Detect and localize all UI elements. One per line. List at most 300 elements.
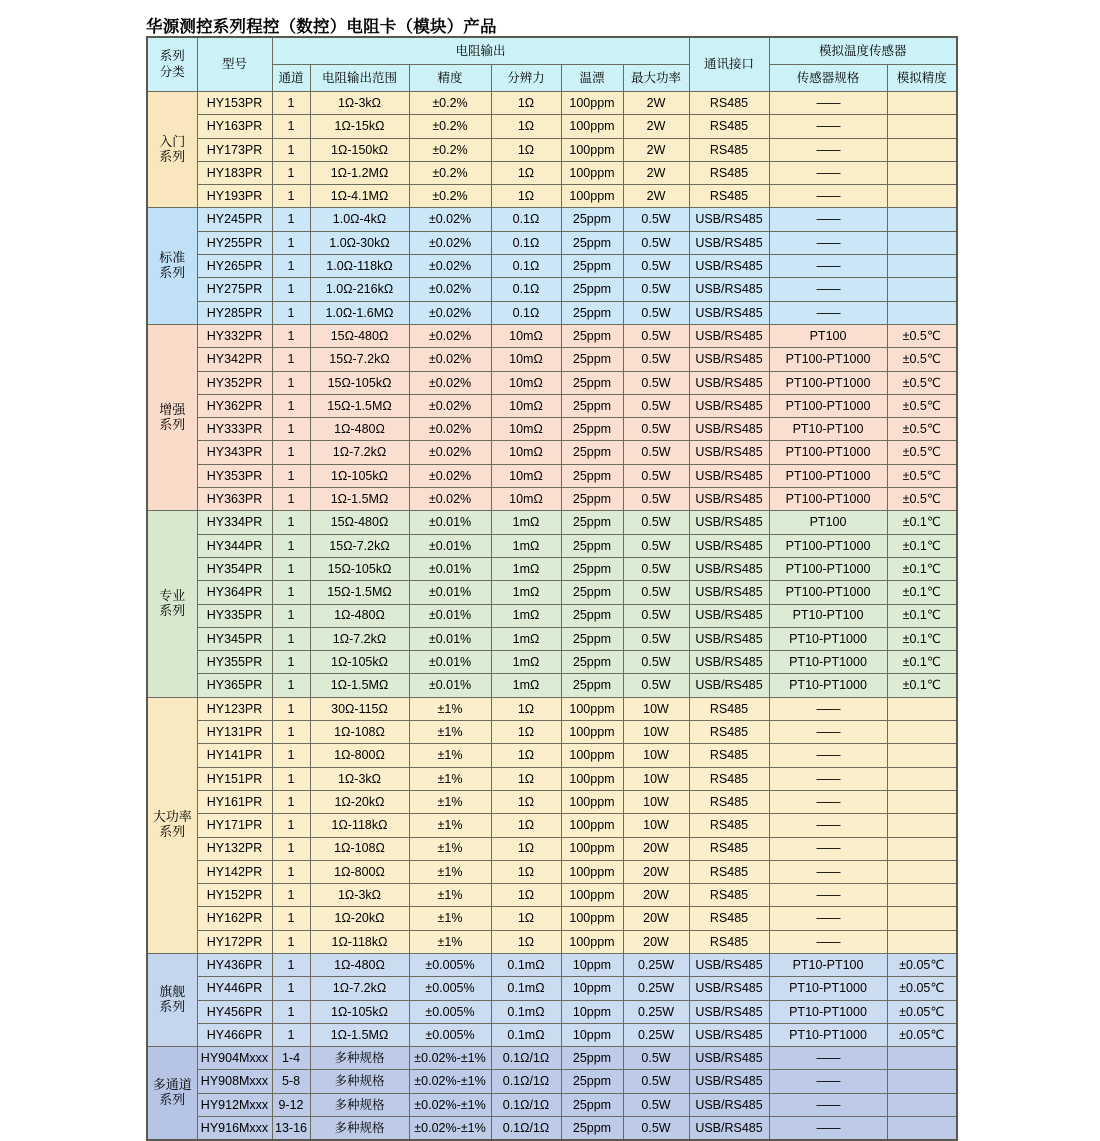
- cell-max-power: 0.5W: [623, 581, 689, 604]
- cell-model: HY365PR: [197, 674, 272, 697]
- cell-range: 1.0Ω-30kΩ: [310, 231, 409, 254]
- cell-accuracy: ±0.02%: [409, 348, 491, 371]
- cell-comm-interface: RS485: [689, 161, 769, 184]
- cell-temp-drift: 100ppm: [561, 930, 623, 953]
- cell-analog-accuracy: ±0.05℃: [887, 953, 957, 976]
- header-series-category: [147, 37, 197, 92]
- cell-resolution: 10mΩ: [491, 394, 561, 417]
- cell-accuracy: ±0.01%: [409, 674, 491, 697]
- cell-model: HY334PR: [197, 511, 272, 534]
- cell-accuracy: ±0.2%: [409, 138, 491, 161]
- cell-max-power: 0.5W: [623, 278, 689, 301]
- cell-resolution: 1mΩ: [491, 511, 561, 534]
- cell-analog-accuracy: ±0.1℃: [887, 627, 957, 650]
- cell-resolution: 10mΩ: [491, 348, 561, 371]
- table-row: [147, 884, 957, 907]
- cell-comm-interface: USB/RS485: [689, 278, 769, 301]
- page-title: 华源测控系列程控（数控）电阻卡（模块）产品: [146, 18, 497, 36]
- cell-sensor-spec: ——: [769, 907, 887, 930]
- cell-range: 15Ω-7.2kΩ: [310, 348, 409, 371]
- table-row: [147, 511, 957, 534]
- cell-channel: 1: [272, 115, 310, 138]
- cell-comm-interface: RS485: [689, 138, 769, 161]
- cell-model: HY912Mxxx: [197, 1093, 272, 1116]
- cell-accuracy: ±0.2%: [409, 185, 491, 208]
- cell-sensor-spec: ——: [769, 721, 887, 744]
- cell-model: HY916Mxxx: [197, 1117, 272, 1140]
- cell-sensor-spec: ——: [769, 930, 887, 953]
- cell-max-power: 10W: [623, 721, 689, 744]
- cell-model: HY193PR: [197, 185, 272, 208]
- cell-comm-interface: USB/RS485: [689, 1070, 769, 1093]
- cell-model: HY355PR: [197, 651, 272, 674]
- table-row: [147, 930, 957, 953]
- cell-comm-interface: USB/RS485: [689, 511, 769, 534]
- cell-resolution: 1Ω: [491, 721, 561, 744]
- cell-resolution: 1Ω: [491, 860, 561, 883]
- cell-accuracy: ±0.02%-±1%: [409, 1047, 491, 1070]
- cell-range: 多种规格: [310, 1070, 409, 1093]
- cell-max-power: 0.5W: [623, 674, 689, 697]
- cell-max-power: 0.25W: [623, 1000, 689, 1023]
- cell-comm-interface: RS485: [689, 860, 769, 883]
- cell-channel: 1: [272, 814, 310, 837]
- cell-channel: 1: [272, 907, 310, 930]
- cell-channel: 1: [272, 441, 310, 464]
- cell-analog-accuracy: ±0.5℃: [887, 348, 957, 371]
- cell-max-power: 0.5W: [623, 208, 689, 231]
- table-row: [147, 301, 957, 324]
- cell-comm-interface: USB/RS485: [689, 534, 769, 557]
- cell-sensor-spec: PT10-PT1000: [769, 627, 887, 650]
- cell-accuracy: ±0.02%-±1%: [409, 1093, 491, 1116]
- cell-temp-drift: 10ppm: [561, 953, 623, 976]
- table-row: [147, 697, 957, 720]
- cell-max-power: 20W: [623, 907, 689, 930]
- cell-channel: 1: [272, 860, 310, 883]
- cell-range: 1Ω-3kΩ: [310, 92, 409, 115]
- cell-model: HY344PR: [197, 534, 272, 557]
- cell-temp-drift: 100ppm: [561, 907, 623, 930]
- cell-max-power: 0.5W: [623, 557, 689, 580]
- cell-comm-interface: RS485: [689, 907, 769, 930]
- cell-resolution: 0.1Ω/1Ω: [491, 1047, 561, 1070]
- cell-model: HY131PR: [197, 721, 272, 744]
- cell-comm-interface: USB/RS485: [689, 627, 769, 650]
- cell-accuracy: ±0.005%: [409, 977, 491, 1000]
- cell-temp-drift: 100ppm: [561, 790, 623, 813]
- header-channel: 通道: [272, 65, 310, 92]
- group-label-line2: 系列: [159, 265, 186, 281]
- cell-range: 1Ω-480Ω: [310, 418, 409, 441]
- cell-max-power: 0.5W: [623, 348, 689, 371]
- table-row: [147, 488, 957, 511]
- table-row: [147, 814, 957, 837]
- cell-comm-interface: USB/RS485: [689, 651, 769, 674]
- cell-analog-accuracy: ±0.05℃: [887, 1000, 957, 1023]
- group-label-line1: 多通道: [152, 1077, 192, 1093]
- cell-model: HY353PR: [197, 464, 272, 487]
- group-label-line2: 系列: [159, 1092, 186, 1108]
- cell-model: HY363PR: [197, 488, 272, 511]
- cell-accuracy: ±0.005%: [409, 1000, 491, 1023]
- cell-resolution: 0.1mΩ: [491, 1023, 561, 1046]
- cell-channel: 1: [272, 651, 310, 674]
- cell-resolution: 0.1Ω/1Ω: [491, 1117, 561, 1140]
- cell-temp-drift: 100ppm: [561, 814, 623, 837]
- cell-comm-interface: USB/RS485: [689, 418, 769, 441]
- group-label-6: [147, 1047, 197, 1140]
- cell-model: HY354PR: [197, 557, 272, 580]
- cell-resolution: 1Ω: [491, 837, 561, 860]
- cell-accuracy: ±0.02%: [409, 441, 491, 464]
- cell-channel: 1: [272, 627, 310, 650]
- cell-model: HY364PR: [197, 581, 272, 604]
- cell-analog-accuracy: ±0.1℃: [887, 581, 957, 604]
- cell-accuracy: ±0.005%: [409, 953, 491, 976]
- group-label-4: [147, 697, 197, 953]
- cell-temp-drift: 25ppm: [561, 534, 623, 557]
- cell-resolution: 1Ω: [491, 814, 561, 837]
- header-resistance-output-group: 电阻输出: [272, 37, 689, 65]
- cell-sensor-spec: ——: [769, 814, 887, 837]
- cell-temp-drift: 100ppm: [561, 115, 623, 138]
- cell-max-power: 20W: [623, 837, 689, 860]
- cell-accuracy: ±0.02%: [409, 278, 491, 301]
- group-label-line2: 系列: [159, 416, 186, 432]
- cell-sensor-spec: ——: [769, 1117, 887, 1140]
- cell-temp-drift: 25ppm: [561, 418, 623, 441]
- cell-range: 1Ω-3kΩ: [310, 884, 409, 907]
- cell-range: 15Ω-1.5MΩ: [310, 394, 409, 417]
- cell-accuracy: ±0.02%-±1%: [409, 1070, 491, 1093]
- group-label-5: [147, 953, 197, 1046]
- cell-channel: 1: [272, 721, 310, 744]
- cell-resolution: 1Ω: [491, 185, 561, 208]
- cell-channel: 1: [272, 208, 310, 231]
- cell-max-power: 0.5W: [623, 1070, 689, 1093]
- cell-sensor-spec: PT100-PT1000: [769, 581, 887, 604]
- cell-analog-accuracy: [887, 1093, 957, 1116]
- cell-model: HY908Mxxx: [197, 1070, 272, 1093]
- cell-analog-accuracy: [887, 255, 957, 278]
- cell-max-power: 2W: [623, 161, 689, 184]
- cell-max-power: 20W: [623, 860, 689, 883]
- table-row: [147, 278, 957, 301]
- cell-comm-interface: USB/RS485: [689, 674, 769, 697]
- cell-temp-drift: 25ppm: [561, 231, 623, 254]
- table-row: [147, 977, 957, 1000]
- cell-sensor-spec: ——: [769, 1047, 887, 1070]
- table-row: [147, 138, 957, 161]
- cell-temp-drift: 25ppm: [561, 651, 623, 674]
- cell-comm-interface: RS485: [689, 185, 769, 208]
- cell-channel: 1: [272, 884, 310, 907]
- cell-accuracy: ±0.01%: [409, 557, 491, 580]
- cell-channel: 1: [272, 301, 310, 324]
- group-label-line1: 专业: [159, 588, 186, 604]
- cell-max-power: 0.5W: [623, 1093, 689, 1116]
- cell-max-power: 0.5W: [623, 301, 689, 324]
- cell-model: HY152PR: [197, 884, 272, 907]
- cell-channel: 1: [272, 231, 310, 254]
- cell-channel: 1: [272, 138, 310, 161]
- table-row: [147, 1070, 957, 1093]
- cell-sensor-spec: PT100-PT1000: [769, 371, 887, 394]
- cell-range: 1Ω-108Ω: [310, 721, 409, 744]
- cell-max-power: 0.5W: [623, 371, 689, 394]
- cell-resolution: 1Ω: [491, 884, 561, 907]
- cell-model: HY446PR: [197, 977, 272, 1000]
- cell-comm-interface: RS485: [689, 884, 769, 907]
- cell-channel: 1: [272, 790, 310, 813]
- cell-comm-interface: USB/RS485: [689, 371, 769, 394]
- cell-channel: 1: [272, 534, 310, 557]
- cell-temp-drift: 25ppm: [561, 324, 623, 347]
- cell-sensor-spec: ——: [769, 301, 887, 324]
- cell-sensor-spec: PT100-PT1000: [769, 557, 887, 580]
- cell-analog-accuracy: [887, 1047, 957, 1070]
- cell-resolution: 0.1Ω: [491, 255, 561, 278]
- header-analog-accuracy: 模拟精度: [887, 65, 957, 92]
- cell-max-power: 10W: [623, 814, 689, 837]
- cell-range: 1Ω-105kΩ: [310, 651, 409, 674]
- cell-sensor-spec: ——: [769, 231, 887, 254]
- table-row: [147, 581, 957, 604]
- table-row: [147, 721, 957, 744]
- cell-temp-drift: 10ppm: [561, 977, 623, 1000]
- cell-range: 多种规格: [310, 1047, 409, 1070]
- cell-max-power: 0.5W: [623, 511, 689, 534]
- cell-sensor-spec: ——: [769, 744, 887, 767]
- header-temp-drift: 温漂: [561, 65, 623, 92]
- cell-temp-drift: 25ppm: [561, 278, 623, 301]
- cell-model: HY172PR: [197, 930, 272, 953]
- cell-sensor-spec: ——: [769, 860, 887, 883]
- cell-resolution: 1Ω: [491, 138, 561, 161]
- table-body: [147, 92, 957, 1140]
- cell-temp-drift: 100ppm: [561, 860, 623, 883]
- cell-range: 15Ω-480Ω: [310, 511, 409, 534]
- cell-max-power: 0.5W: [623, 464, 689, 487]
- cell-range: 1Ω-118kΩ: [310, 930, 409, 953]
- cell-sensor-spec: ——: [769, 115, 887, 138]
- cell-range: 1Ω-20kΩ: [310, 790, 409, 813]
- cell-analog-accuracy: [887, 92, 957, 115]
- cell-analog-accuracy: [887, 721, 957, 744]
- cell-model: HY456PR: [197, 1000, 272, 1023]
- cell-analog-accuracy: [887, 744, 957, 767]
- cell-analog-accuracy: [887, 1117, 957, 1140]
- cell-accuracy: ±0.02%: [409, 231, 491, 254]
- cell-accuracy: ±0.02%: [409, 208, 491, 231]
- cell-range: 1Ω-1.2MΩ: [310, 161, 409, 184]
- cell-model: HY343PR: [197, 441, 272, 464]
- cell-temp-drift: 25ppm: [561, 394, 623, 417]
- cell-temp-drift: 25ppm: [561, 1117, 623, 1140]
- cell-max-power: 0.5W: [623, 324, 689, 347]
- cell-sensor-spec: PT10-PT100: [769, 953, 887, 976]
- cell-comm-interface: RS485: [689, 115, 769, 138]
- group-label-0: [147, 92, 197, 208]
- header-range: 电阻输出范围: [310, 65, 409, 92]
- cell-range: 1Ω-105kΩ: [310, 1000, 409, 1023]
- cell-resolution: 1mΩ: [491, 604, 561, 627]
- cell-analog-accuracy: ±0.1℃: [887, 557, 957, 580]
- cell-sensor-spec: PT10-PT1000: [769, 674, 887, 697]
- cell-range: 1Ω-105kΩ: [310, 464, 409, 487]
- cell-comm-interface: RS485: [689, 767, 769, 790]
- cell-analog-accuracy: [887, 837, 957, 860]
- cell-resolution: 1Ω: [491, 767, 561, 790]
- cell-model: HY466PR: [197, 1023, 272, 1046]
- cell-comm-interface: RS485: [689, 697, 769, 720]
- cell-accuracy: ±1%: [409, 767, 491, 790]
- table-row: [147, 394, 957, 417]
- cell-comm-interface: RS485: [689, 837, 769, 860]
- cell-temp-drift: 25ppm: [561, 208, 623, 231]
- cell-model: HY132PR: [197, 837, 272, 860]
- table-row: [147, 907, 957, 930]
- cell-temp-drift: 25ppm: [561, 511, 623, 534]
- cell-resolution: 1Ω: [491, 697, 561, 720]
- cell-model: HY245PR: [197, 208, 272, 231]
- cell-sensor-spec: ——: [769, 161, 887, 184]
- table-row: [147, 627, 957, 650]
- table-row: [147, 953, 957, 976]
- table-row: [147, 208, 957, 231]
- cell-range: 15Ω-1.5MΩ: [310, 581, 409, 604]
- group-label-line1: 入门: [159, 133, 186, 149]
- cell-sensor-spec: PT10-PT1000: [769, 651, 887, 674]
- cell-resolution: 1Ω: [491, 161, 561, 184]
- cell-range: 15Ω-105kΩ: [310, 557, 409, 580]
- cell-range: 1Ω-108Ω: [310, 837, 409, 860]
- cell-sensor-spec: PT100-PT1000: [769, 348, 887, 371]
- cell-sensor-spec: PT10-PT100: [769, 604, 887, 627]
- cell-range: 30Ω-115Ω: [310, 697, 409, 720]
- cell-accuracy: ±0.005%: [409, 1023, 491, 1046]
- cell-sensor-spec: ——: [769, 767, 887, 790]
- cell-accuracy: ±0.2%: [409, 115, 491, 138]
- table-row: [147, 1093, 957, 1116]
- cell-model: HY362PR: [197, 394, 272, 417]
- cell-temp-drift: 25ppm: [561, 674, 623, 697]
- table-row: [147, 115, 957, 138]
- cell-max-power: 0.25W: [623, 977, 689, 1000]
- table-row: [147, 441, 957, 464]
- cell-model: HY436PR: [197, 953, 272, 976]
- cell-resolution: 0.1Ω/1Ω: [491, 1070, 561, 1093]
- cell-accuracy: ±0.02%: [409, 324, 491, 347]
- cell-max-power: 0.5W: [623, 394, 689, 417]
- cell-analog-accuracy: ±0.05℃: [887, 1023, 957, 1046]
- cell-range: 1Ω-20kΩ: [310, 907, 409, 930]
- cell-range: 1Ω-118kΩ: [310, 814, 409, 837]
- cell-model: HY265PR: [197, 255, 272, 278]
- table-row: [147, 161, 957, 184]
- cell-range: 1.0Ω-4kΩ: [310, 208, 409, 231]
- cell-max-power: 0.5W: [623, 488, 689, 511]
- header-series-category-line1: 系列: [159, 48, 185, 63]
- cell-comm-interface: RS485: [689, 814, 769, 837]
- cell-max-power: 0.5W: [623, 534, 689, 557]
- cell-max-power: 0.5W: [623, 651, 689, 674]
- cell-comm-interface: USB/RS485: [689, 324, 769, 347]
- cell-channel: 1: [272, 92, 310, 115]
- header-series-category-line2: 分类: [159, 64, 185, 79]
- cell-resolution: 0.1Ω: [491, 301, 561, 324]
- cell-range: 1Ω-3kΩ: [310, 767, 409, 790]
- cell-analog-accuracy: [887, 161, 957, 184]
- cell-model: HY173PR: [197, 138, 272, 161]
- cell-model: HY342PR: [197, 348, 272, 371]
- cell-temp-drift: 100ppm: [561, 697, 623, 720]
- cell-sensor-spec: ——: [769, 697, 887, 720]
- cell-analog-accuracy: ±0.5℃: [887, 441, 957, 464]
- cell-accuracy: ±1%: [409, 744, 491, 767]
- table-row: [147, 790, 957, 813]
- cell-comm-interface: RS485: [689, 790, 769, 813]
- cell-temp-drift: 100ppm: [561, 744, 623, 767]
- cell-temp-drift: 25ppm: [561, 581, 623, 604]
- cell-accuracy: ±1%: [409, 837, 491, 860]
- cell-resolution: 1Ω: [491, 907, 561, 930]
- table-row: [147, 557, 957, 580]
- cell-channel: 1: [272, 1023, 310, 1046]
- cell-channel: 1: [272, 744, 310, 767]
- cell-sensor-spec: ——: [769, 255, 887, 278]
- header-model: 型号: [197, 37, 272, 92]
- cell-range: 多种规格: [310, 1117, 409, 1140]
- cell-analog-accuracy: [887, 884, 957, 907]
- cell-range: 1Ω-480Ω: [310, 953, 409, 976]
- cell-comm-interface: RS485: [689, 744, 769, 767]
- group-label-line1: 增强: [159, 401, 186, 417]
- group-label-2: [147, 324, 197, 510]
- cell-accuracy: ±0.02%: [409, 394, 491, 417]
- cell-comm-interface: USB/RS485: [689, 557, 769, 580]
- cell-accuracy: ±0.01%: [409, 604, 491, 627]
- header-resolution: 分辨力: [491, 65, 561, 92]
- cell-channel: 1: [272, 185, 310, 208]
- cell-analog-accuracy: ±0.5℃: [887, 418, 957, 441]
- cell-resolution: 1mΩ: [491, 674, 561, 697]
- cell-model: HY285PR: [197, 301, 272, 324]
- group-label-1: [147, 208, 197, 324]
- cell-comm-interface: USB/RS485: [689, 488, 769, 511]
- cell-accuracy: ±0.02%: [409, 418, 491, 441]
- cell-sensor-spec: PT10-PT1000: [769, 977, 887, 1000]
- cell-temp-drift: 25ppm: [561, 441, 623, 464]
- cell-resolution: 1Ω: [491, 930, 561, 953]
- cell-sensor-spec: ——: [769, 837, 887, 860]
- header-sensor-spec: 传感器规格: [769, 65, 887, 92]
- cell-model: HY183PR: [197, 161, 272, 184]
- cell-accuracy: ±1%: [409, 884, 491, 907]
- group-label-line1: 大功率: [152, 809, 192, 825]
- cell-comm-interface: USB/RS485: [689, 348, 769, 371]
- cell-sensor-spec: ——: [769, 278, 887, 301]
- table-row: [147, 674, 957, 697]
- cell-channel: 5-8: [272, 1070, 310, 1093]
- cell-temp-drift: 100ppm: [561, 92, 623, 115]
- cell-max-power: 0.5W: [623, 604, 689, 627]
- cell-analog-accuracy: ±0.1℃: [887, 604, 957, 627]
- cell-analog-accuracy: [887, 231, 957, 254]
- cell-accuracy: ±1%: [409, 930, 491, 953]
- cell-accuracy: ±0.01%: [409, 511, 491, 534]
